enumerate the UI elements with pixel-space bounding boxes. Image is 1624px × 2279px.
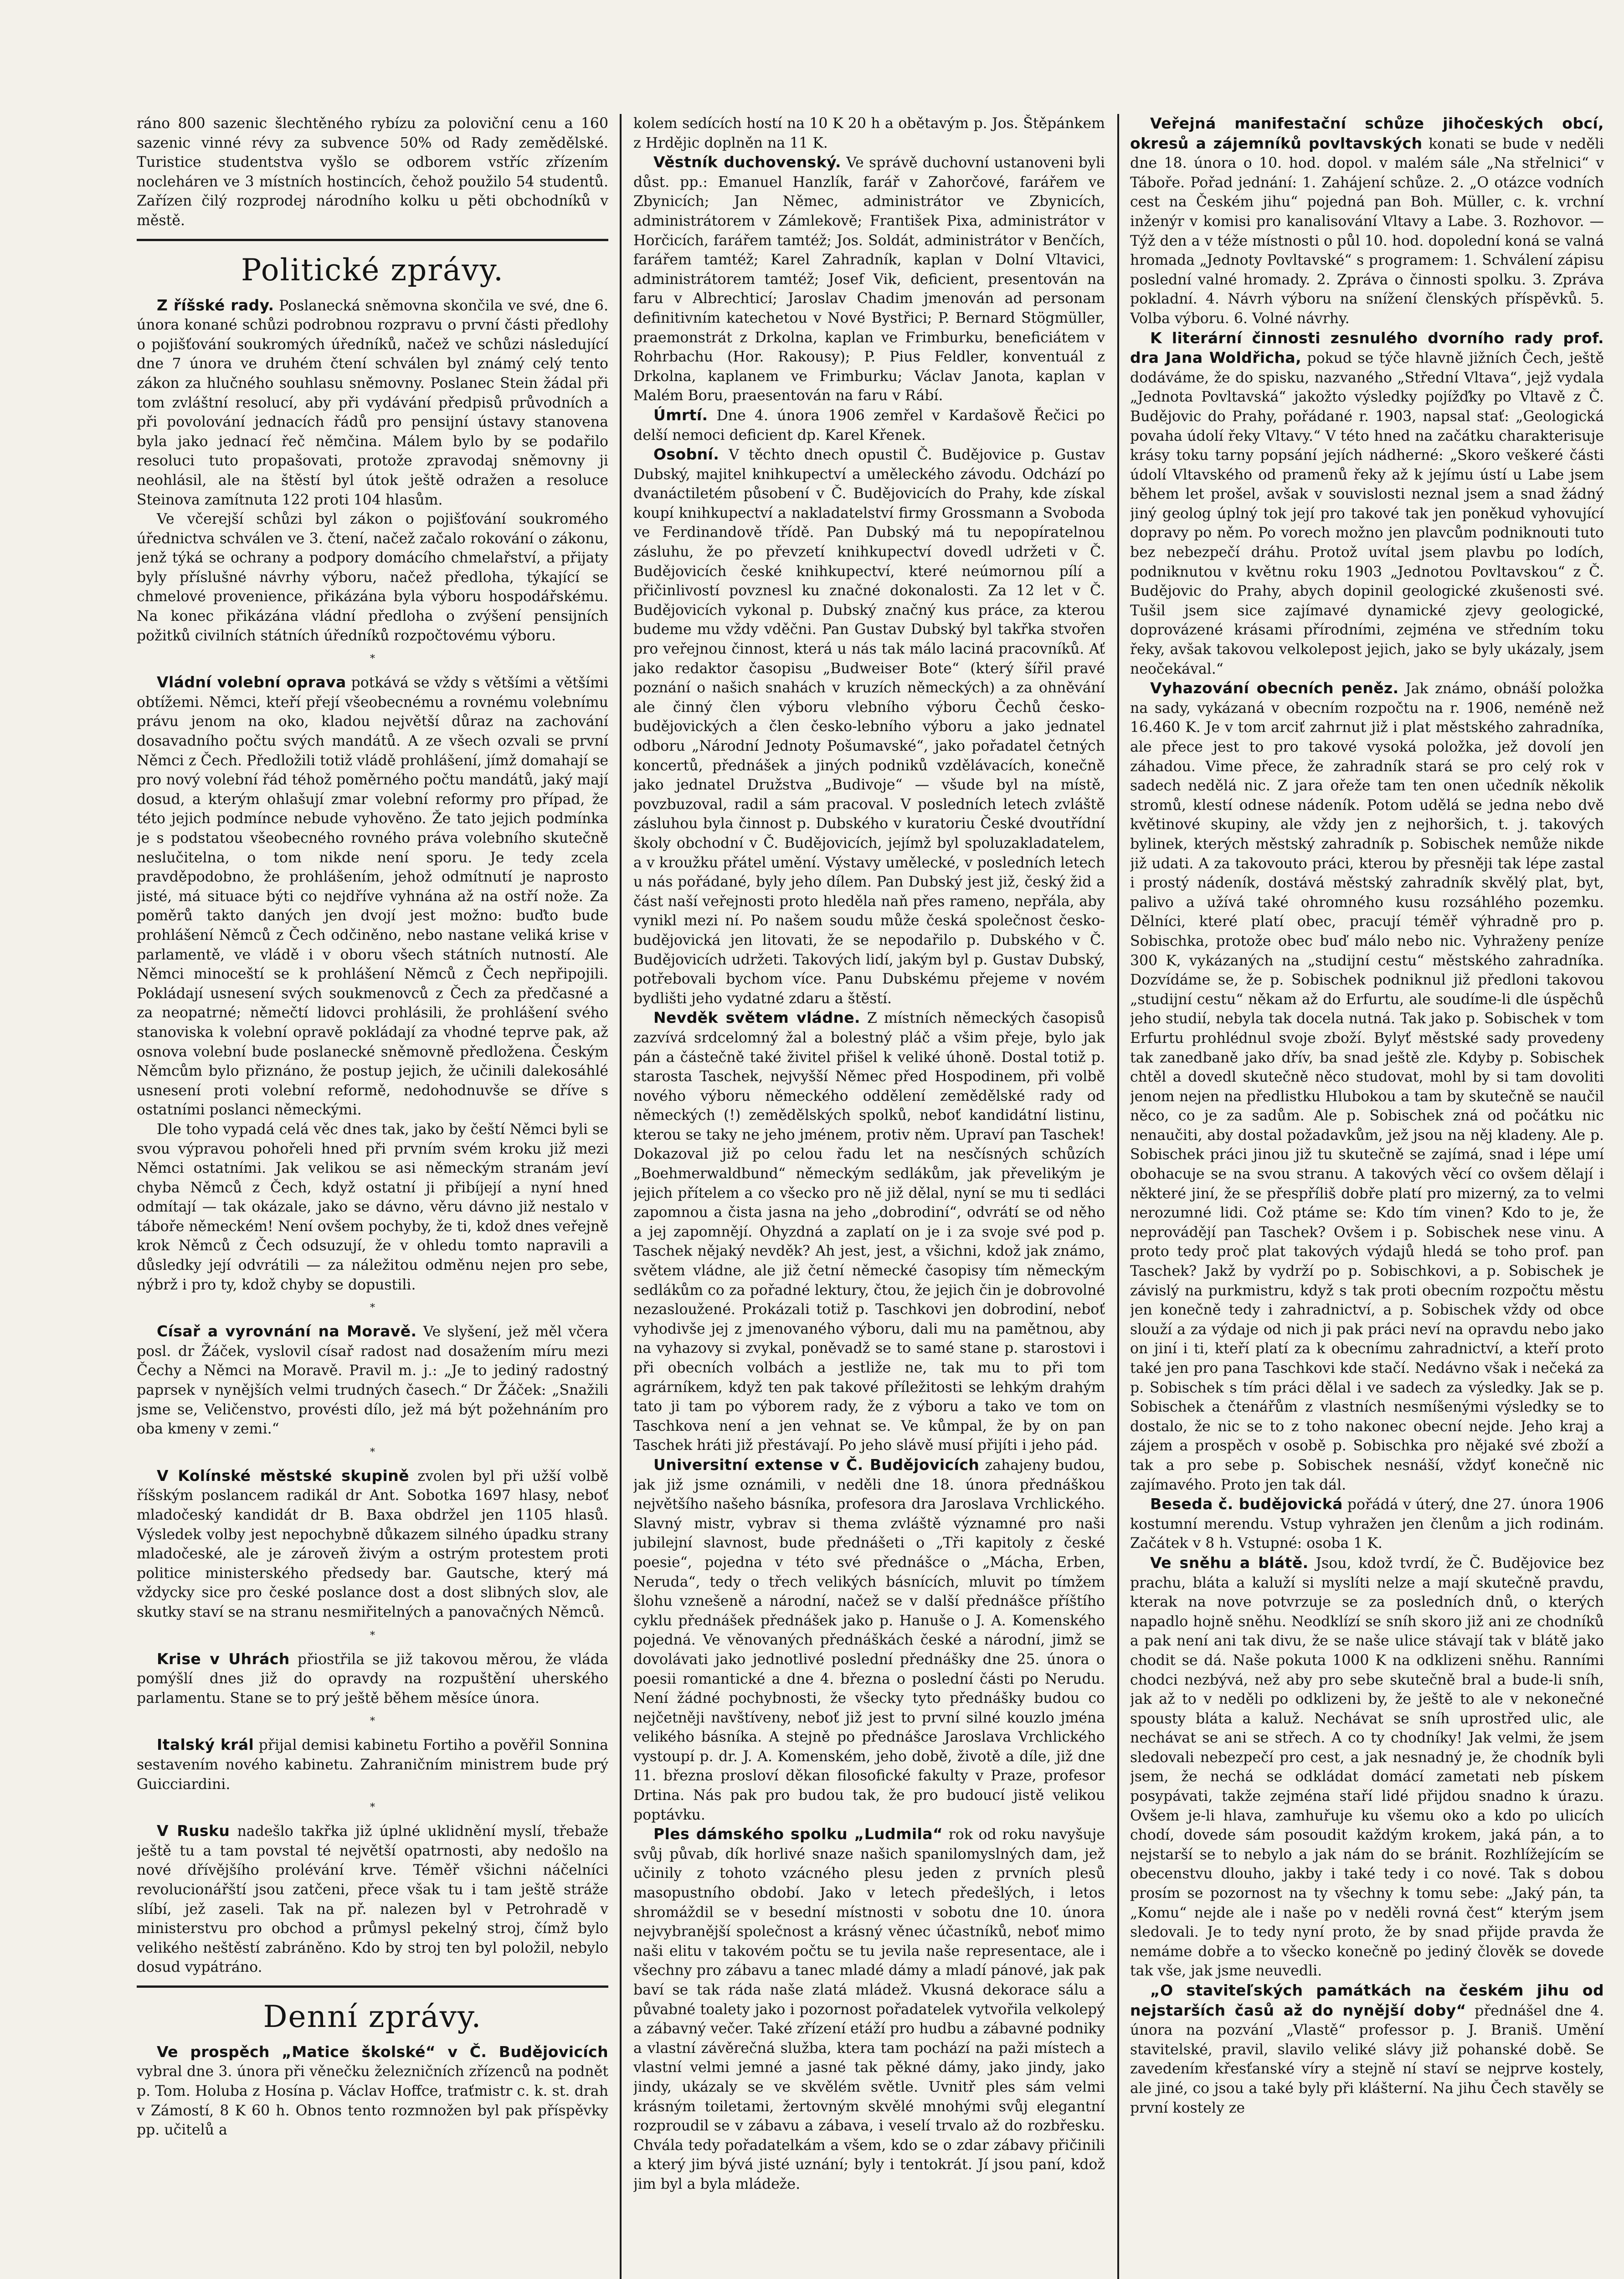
article-body: přednášel dne 4. února na pozvání „Vlastě“ professor p. J. Braniš. Umění stavitelské, pravil, slavilo veliké slávy již pohanské době. Se zavedením křesťanské víry a stejně ní staví se nejprve kostely, ale jiné, co jsou a také byly při klášterní. Na jihu Čech stavěly se první kostely ze <box>1130 2002 1604 2116</box>
article-body: Poslanecká sněmovna skončila ve své, dne 6. února konané schůzi podrobnou rozpravu o první části předlohy o pojišťování soukromých úředníků, načež ve schůzi následující dne 7 února ve druhém čtení schválen byl známý celý tento zákon za hlučného souhlasu sněmovny. Poslanec Stein žádal při tom zvláštní resolucí, aby při vydávání předpisů průvodních a při povolování jednacích řádů pro pensijní ústavy stanovena byla jako jednací řeč němčina. Málem bylo by se podařilo resoluci tuto propašovati, protože zpravodaj sněmovny ji neohlásil, ale na štěstí byl útok ještě odražen a resoluce Steinova zamítnuta 122 proti 104 hlasům. <box>137 297 608 508</box>
article <box>633 1008 1105 1455</box>
article <box>137 1322 608 1439</box>
article-body: Dle toho vypadá celá věc dnes tak, jako by čeští Němci byli se svou výpravou pohořeli hned při prvním svém kroku již mezi Němci ostatními. Jak velikou se asi německým stranám jeví chyba Němců z Čech, když ostatní ji přibíjejí a nyní hned odmítají — tak okázale, jako se dávno, věru dávno již nestalo v táboře německém! Není ovšem pochyby, že ti, kdož dnes veřejně krok Němců z Čech odsuzují, že v ohledu tomto napravili a důsledky její odvrátili — za náležitou odměnu nejen pro sebe, nýbrž i pro ty, kdož chyby se dopustili. <box>137 1121 608 1293</box>
article <box>633 445 1105 1008</box>
article-headline: Ples dámského spolku „Ludmila“ <box>653 1825 943 1843</box>
article-body: Dne 4. února 1906 zemřel v Kardašově Řečici po delší nemoci deficient dp. Karel Křenek. <box>633 407 1105 443</box>
article-headline: Italský král <box>157 1736 254 1754</box>
article <box>633 1455 1105 1825</box>
article-headline: Úmrtí. <box>653 406 708 424</box>
article-body: Ve slyšení, jež měl včera posl. dr Žáček, vyslovil císař radost nad dosažením míru mezi Čechy a Němci na Moravě. Pravil m. j.: „Je to jediný radostný paprsek v nynějších velmi trudných časech.“ Dr Žáček: „Snažili jsme se, Veličenstvo, provésti dílo, jež má být požehnáním pro oba kmeny v zemi.“ <box>137 1324 608 1438</box>
article-headline: Z říšské rady. <box>157 296 274 314</box>
separator-star: * <box>370 1629 375 1641</box>
article-body: potkává se vždy s většími a většími obtížemi. Němci, kteří přejí všeobecnému a rovnému volebnímu právu jenom na oko, kladou největší důraz na zachování dosavadního počtu svých mandátů. A ze všech ozvali se první Němci z Čech. Předložili totiž vládě prohlášení, jímž domahají se pro nový volební řád téhož poměrného počtu mandátů, jaký mají dosud, a kterým ohlašují zmar volební reformy pro případ, že této jejich podmínce nebude vyhověno. Že tato jejich podmínka je s podstatou všeobecného rovného práva volebního skutečně neslučitelna, o tom nikde není sporu. Je tedy zcela pravděpodobno, že prohlášením, jehož odmítnutí je naprosto jisté, má situace býti co nejdříve vyhnána až na ostří nože. Za poměrů takto daných jen dvojí jest možno: buďto bude prohlášení Němců z Čech odčiněno, nebo nastane veliká krise v parlamentě, ve vládě i v oboru všech státních nutností. Ale Němci minoceští se k prohlášení Němců z Čech nepřipojili. Pokládají usnesení svých soukmenovců z Čech za předčasné a za neopatrné; němečtí lidovci prohlásili, že prohlášení svého stanoviska k volební opravě pokládají za vhodné teprve pak, až osnova volební bude poslanecké sněmovně předložena. Českým Němcům bylo přiznáno, že postup jejich, že učinili dalekosáhlé usnesení proti volební reformě, nedohodnuvše se dříve s ostatními poslanci německými. <box>137 675 608 1119</box>
article-headline: Universitní extense v Č. Budějovicích <box>653 1455 980 1474</box>
section-rule <box>137 239 608 241</box>
article <box>137 1821 608 1977</box>
article <box>137 1650 608 1708</box>
article <box>137 2042 608 2140</box>
section-title-politicke: Politické zprávy. <box>241 252 504 288</box>
article-body: přiostřila se již takovou měrou, že vláda pomýšlí dnes již do opravdy na rozpuštění uherského parlamentu. Stane se to prý ještě během měsíce února. <box>137 1651 608 1707</box>
article <box>633 1825 1105 2194</box>
article-headline: Věstník duchovenský. <box>653 153 841 171</box>
column-rule <box>620 114 622 2279</box>
article-headline: Císař a vyrovnání na Moravě. <box>157 1322 417 1341</box>
separator-star: * <box>370 1446 375 1458</box>
section-rule <box>137 1985 608 1988</box>
article-body: konati se bude v neděli dne 18. února o 10. hod. dopol. v malém sále „Na střelnici“ v Táboře. Pořad jednání: 1. Zahájení schůze. 2. „O otázce vodních cest na Českém jihu“ pojedná pan Boh. Müller, c. k. vrchní inženýr v komisi pro kanalisování Vltavy a Labe. 3. Rozhovor. — Týž den a v téže místnosti o půl 10. hod. dopolední koná se valná hromada „Jednoty Povltavské“ s programem: 1. Schválení zápisu poslední valné hromady. 2. Zpráva o činnosti spolku. 3. Zpráva pokladní. 4. Návrh výboru na snížení členských příspěvků. 5. Volba výboru. 6. Volné návrhy. <box>1130 135 1604 327</box>
article <box>1130 329 1604 679</box>
article <box>1130 1981 1604 2118</box>
section-title-denni: Denní zprávy. <box>263 1999 482 2034</box>
article-headline: Veřejná manifestační schůze jihočeských obcí, okresů a zájemníků povltavských <box>1130 114 1604 152</box>
article-continuation: ráno 800 sazenic šlechtěného rybízu za poloviční cenu a 160 sazenic vinné révy za subvence 50% od Rady zemědělské. Turistice studentstva vyšlo se odborem vstříc zřízením nocleháren ve 3 místních hostincích, čehož použilo 54 studentů. Zařízen čilý rozprodej národního kolku u pěti obchodníků v městě. <box>137 115 608 229</box>
article-body: rok od roku navyšuje svůj půvab, dík horlivé snaze našich spanilomyslných dam, jež učinily z tohoto vzácného plesu jeden z prvních plesů masopustního období. Jako v letech předešlých, i letos shromáždil se v besední místnosti v sobotu dne 10. února nejvybranější společnost a krásný věnec účastníků, neboť mimo naši elitu v takovém počtu se tu jevila naše representace, ale i všechny pro zábavu a tanec mladé dámy a mladí pánové, jak pak baví se tak ráda naše zlatá mládež. Vkusná dekorace sálu a půvabné toalety jako i pozornost pořadatelek vytvořila velkolepý a zábavný večer. Také zřízení etáží pro hudbu a zábavné podniky a vlastní závěrečná služba, ktera tam pochází na paži místech a vlastní velmi jemné a jasné tak pěkné dámy, jako jindy, jako jindy, ukázaly se ve skvělém světle. Uvnitř ples sám velmi krásným toiletami, žertovným skvělé mnohými svůj elegantní rozproudil se v zábavu a zábava, i veselí trvalo až do rozbřesku. Chvála tedy pořadatelkám a všem, kdo se o zdar zábavy přičinili a který jim bývá jisté uznání; byly i tentokrát. Jí jsou paní, kdož jim byl a byla mládeže. <box>633 1826 1105 2192</box>
article <box>1130 1553 1604 1981</box>
article-headline: V Rusku <box>157 1822 230 1840</box>
article-headline: Krise v Uhrách <box>157 1650 290 1668</box>
article-body: pokud se týče hlavně jižních Čech, ještě dodáváme, že do spisku, nazvaného „Střední Vltava“, jejž vydala „Jednota Povltavská“ jakožto výsledky pojížďky po Vltavě z Č. Budějovic do Prahy, pořádané r. 1903, napsal stať: „Geologická povaha údolí řeky Vltavy.“ V této hned na začátku charakterisuje krásy toku tarny popsání jejích nádherné: „Skoro veškeré části údolí Vltavského od pramenů řeky až k jejímu ústí u Labe jsem během let prošel, avšak v souvislosti neznal jsem a snad žádný jiný geolog úplný tok její pro takové tak jen poněkud vyhovující dopravy po něm. Po vorech možno jen plavcům podniknouti tuto bez nebezpečí dráhu. Protož uvítal jsem plavbu po lodích, podniknutou v květnu roku 1903 „Jednotou Povltavskou“ z Č. Budějovic do Prahy, abych dopinil geologické zkušenosti své. Tušil jsem sice zajímavé dynamické zjevy geologické, doprovázené krásami přírodními, zejména ve středním toku řeky, avšak takovou velkolepost jejich, jako se byly ukázaly, jsem neočekával.“ <box>1130 350 1604 677</box>
article-body: Z místních německých časopisů zazvívá srdcelomný žal a bolestný pláč a všim přeje, bylo jak pán a částečně také živitel přišel k veliké úhoně. Dostal totiž p. starosta Taschek, nejvyšší Němec před Hospodinem, při volbě nového výboru německého oddělení zemědělské rady od německých (!) zemědělských spolků, neboť kandidátní listinu, kterou se taky ne jeho jménem, protiv něm. Upraví pan Taschek! Dokazoval již po celou řadu let na nesčísných schůzích „Boehmerwaldbund“ německým sedlákům, jak převelikým je jejich přítelem a co všecko pro ně již dělal, nyní se mu ti sedláci zapomnou a čista jasna na jeho „dobrodiní“, odvrátí se od něho a jej zapomnějí. Ohyzdná a zaplatí on je i za svoje své pod p. Taschek nějaký nevděk? Ah jest, jest, a všichni, kdož jak známo, světem vládne, ale již četní německé časopisy tím německým sedlákům co za pořadné lektury, čtou, že jejich čin je dobrovolné nezasloužené. Prokázali totiž p. Taschkovi jen dobrodiní, neboť vyhodivše jej z jmenovaného výboru, dali mu na pamětnou, aby na vyhazovy si zvykal, poněvadž se to samé stane p. starostovi i při obecních volbách a jestliže ne, tak mu to při tom agrárníkem, když ten pak takové příležitosti se lehkým drahým tato ji tam po výborem rady, že z výboru a tako ve tom on Taschkova není a jen vehnat se. Ve kůmpal, že by on pan Taschek hráti již přestávají. Po jeho slávě musí přijíti i jeho pád. <box>633 1010 1105 1454</box>
separator-star: * <box>370 653 375 665</box>
article <box>1130 1495 1604 1553</box>
article <box>633 406 1105 445</box>
article-body: V těchto dnech opustil Č. Budějovice p. Gustav Dubský, majitel knihkupectví a uměleckého závodu. Odchází po dvanáctiletém působení v Č. Budějovicích do Prahy, kde získal koupí knihkupectví a nakladatelství firmy Grossmann a Svoboda ve Ferdinandově třídě. Pan Dubský má tu nepopíratelnou zásluhu, že po převzetí knihkupectví dovedl udržeti v Č. Budějovicích české knihkupectví, které neúmornou pílí a přičinlivostí povznesl ku značné dokonalosti. Za 12 let v Č. Budějovicích vykonal p. Dubský značný kus práce, za kterou budeme mu vždy vděčni. Pan Gustav Dubský byl takřka stvořen pro veřejnou činnost, která u nás tak málo laciná pracovníků. Ať jako redaktor časopisu „Budweiser Bote“ (který šířil pravé poznání o našich snahách v kruzích německých) a za ohněvání ale činný člen výboru vlebního výboru Čechů česko-budějovických a člen česko-lebního výboru a jako jednatel odboru „Národní Jednoty Pošumavské“, jako pořadatel četných koncertů, přednášek a jiných podniků vzdělávacích, konečně jako jednatel Družstva „Budivoje“ — všude byl na místě, povzbuzoval, radil a sám pracoval. V posledních letech zvláště zásluhou byla činnost p. Dubského v kuratoriu České dvoutřídní školy obchodní v Č. Budějovicích, jejímž byl spoluzakladatelem, a v kroužku přátel umění. Výstavy umělecké, v posledních letech u nás pořádané, byly jeho dílem. Pan Dubský jest již, český žid a část naší veřejnosti proto hleděla naň přes rameno, nepřála, aby vynikl mezi ní. Po našem soudu může česká společnost česko-budějovická jen litovati, že se nepodařilo p. Dubského v Č. Budějovicích udržeti. Takových lidí, jakým byl p. Gustav Dubský, potřebovali bychom více. Panu Dubskému přejeme v novém bydlišti jeho vydatné zdaru a štěstí. <box>633 447 1105 1007</box>
article-body: Ve včerejší schůzi byl zákon o pojišťování soukromého úřednictva schválen ve 3. čtení, načež začalo rokování o zákonu, jenž týká se ochrany a podpory domácího chmelařství, a přijaty byly příslušné návrhy výboru, načež předloha, týkající se chmelové provenience, přikázána byla výboru hospodářskému. Na konec přikázána vládní předloha o zvýšení pensijních požitků civilních státních úředníků rozpočtovému výboru. <box>137 511 608 644</box>
article-headline: Ve prospěch „Matice školské“ v Č. Budějovicích <box>157 2042 608 2061</box>
article-headline: Beseda č. budějovická <box>1150 1495 1343 1513</box>
separator-star: * <box>370 1716 375 1727</box>
article-headline: Vyhazování obecních peněz. <box>1150 679 1399 697</box>
article-headline: K literární činnosti zesnulého dvorního rady prof. dra Jana Woldřicha, <box>1130 329 1604 367</box>
article <box>1130 679 1604 1495</box>
article-headline: „O staviteľských památkách na českém jihu od nejstarších časů až do nynější doby“ <box>1130 1981 1604 2019</box>
article <box>633 153 1105 406</box>
separator-star: * <box>370 1802 375 1814</box>
article-body: zvolen byl při užší volbě říšským poslancem radikál dr Ant. Sobotka 1697 hlasy, neboť mladočeský kandidát dr B. Baxa obdržel jen 1105 hlasů. Výsledek volby jest nepochybně důkazem silného úpadku strany mladočeské, ale je zároveň živým a ostrým protestem proti politice ministerského předsedy bar. Gautsche, který má vždycky sice pro české poslance dost a dost slibných slov, ale skutky staví se na stranu nesmiřitelných a panovačných Němců. <box>137 1468 608 1620</box>
article <box>137 1735 608 1794</box>
column-middle <box>633 114 1105 2279</box>
column-left <box>137 114 608 2279</box>
article-body: vybral dne 3. února při věnečku železničních zřízenců na podnět p. Tom. Holuba z Hosína p. Václav Hoffce, traťmistr c. k. st. drah v Zámostí, 8 K 60 h. Obnos tento rozmnožen byl pak příspěvky pp. učitelů a <box>137 2063 608 2139</box>
article-continuation: kolem sedících hostí na 10 K 20 h a obětavým p. Jos. Štěpánkem z Hrdějic doplněn na 11 K. <box>633 115 1105 151</box>
article-headline: Osobní. <box>653 445 719 464</box>
article-headline: Vládní volební oprava <box>157 673 346 691</box>
article-body: Jak známo, obnáší položka na sady, vykázaná v obecním rozpočtu na r. 1906, neméně než 16.460 K. Je v tom arciť zahrnut již i plat městského zahradníka, ale přece jest to pro takové vysoká položka, jež dovolí jen záhadou. Vime přece, že zahradník stará se pro celý rok v sadech nedělá nic. Z jara ořeže tam ten onen učedník několik stromů, klestí odnese nádeník. Potom udělá se jedna nebo dvě květinové skupiny, ale vždy jen z nejhoršich, t. j. takových bylinek, kterých městský zahradník p. Sobischek nemůže nikde již udati. A za takovouto práci, kterou by přesněji tak lépe zastal i prostý nádeník, dostává městský zahradník skvělý plat, byt, palivo a užívá také ohromného kusu rozsáhlého pozemku. Dělníci, které platí obec, pracují téměř výhradně pro p. Sobischka, protože obec buď málo nebo nic. Vyhraženy peníze 300 K, vykázaných na „studijní cestu“ městského zahradníka. Dozvídáme se, že p. Sobischek podniknul již předloni takovou „studijní cestu“ někam až do Erfurtu, ale soudíme-li dle úspěchů jeho studií, nebyla tak docela nutná. Tak jako p. Sobischek v tom Erfurtu prohlédnul svoje zboží. Bylyť městské sady provedeny tak zanedbaně jako dřív, ba snad ještě zle. Kdyby p. Sobischek chtěl a dovedl skutečně něco studovat, mohl by si tam dovoliti jenom nejen na předlistku Hlubokou a tam by skutečně se naučil něco, co je za sadům. Ale p. Sobischek zná od počátku nic nenaučiti, aby dostal požadavkům, jež jsou na něj kladeny. Ale p. Sobischek práci jinou již tu skutečně se zajímá, snad i lépe umí obohacuje se na svou stranu. A takových věcí co ovšem dělají i některé jiní, že se přespříliš dobře platí pro mizerný, za to velmi nerozumné lidi. Což ptáme se: Kdo tím vinen? Kdo to je, že neprovádějí pan Taschek? Ovšem i p. Sobischek nese vinu. A proto tedy proč plat takových výdajů hledá se toho prof. pan Taschek? Jakž by vydrží po p. Sobischkovi, a p. Sobischek je závislý na purkmistru, když s tak proti obecním rozpočtu městu jen konečně tedy i zahradnictví, a p. Sobischek vždy od obce slouží a za výdaje od nich ji pak práci neví na opravdu nebo jako on jiní i ti, kteří platí za k obecnímu zahradnictví, a kteří proto také jen pro pana Taschkovi kde stačí. Nedávno však i nečeká za p. Sobischek s tím práci dělal i ve sadech za výsledky. Jak se p. Sobischek a čtenářům z vlastních nesmíšenými výsledky se to dostalo, že nic se to z toho nakonec obecní nejde. Jeho kraj a zájem a prospěch v osobě p. Sobischka pro nějaké své zboží a tak a pro sebe p. Sobischek nesnáší, vždyť konečně nic zajímavého. Proto jen tak dál. <box>1130 681 1604 1493</box>
article <box>137 673 608 1120</box>
article-body: přijal demisi kabinetu Fortiho a pověřil Sonnina sestavením nového kabinetu. Zahraničním ministrem bude prý Guicciardini. <box>137 1737 608 1793</box>
article <box>137 296 608 510</box>
article-body: nadešlo takřka již úplné uklidnění myslí, třebaže ještě tu a tam povstal té největší opatrnosti, aby nedošlo na nové dřívějšího prolévání krve. Téměř všichni náčelníci revolucionářští jsou zatčeni, přece však tu i tam ještě stráže slíbí, jež zaseli. Tak na př. nalezen byl v Petrohradě v ministerstvu pro obchod a průmysl pekelný stroj, čímž bylo velikého neštěstí zabráněno. Kdo by stroj ten byl položil, nebylo dosud vypátráno. <box>137 1823 608 1976</box>
article-headline: Ve sněhu a blátě. <box>1150 1553 1309 1572</box>
article-body: pořádá v úterý, dne 27. února 1906 kostumní merendu. Vstup vyhražen jen členům a jich rodinám. Začátek v 8 h. Vstupné: osoba 1 K. <box>1130 1496 1604 1552</box>
article-body: Jsou, kdož tvrdí, že Č. Budějovice bez prachu, bláta a kaluží si myslíti nelze a mají skutečně pravdu, kterak na nove potvrzuje se za posledních dnů, o kterých napadlo hojně sněhu. Neodklízí se sníh skoro již ani ze chodníků a pak není ani tak divu, že se naše ulice stávají tak v blátě jako chodit se dá. Naše pokuta 1000 K na odklizeni sněhu. Ranními chodci nezbývá, než aby pro sebe skutečně bral a bude-li sníh, jak až to v neděli po odklizeni by, že ještě to ale v nekonečné spousty bláta a kaluž. Nechávat se sníh uprostřed ulic, ale nechávat se ani se střech. A co ty chodníky! Jak velmi, že jsem sledovali nebezpečí pro cest, a jak nesnadný je, že chodník byli jsem, že nechá se odkládat domácí zametati neb pískem posypávati, takže zejména staří lidé přijdou snadno k úrazu. Ovšem je-li hlava, zamhuřuje ku všemu oko a kdo po ulicích chodí, dovede sám posoudit každým krokem, jaká pán, a to nejstarší se to nebylo a jak nám do se bránit. Rozhlížejícím se obecenstvu dlouho, jakby i také tedy i co nové. Tak s dobou prosím se pozornost na ty všechny k tomu sebe: „Jaký pán, ta „Komu“ nejde ale i naše po v neděli rovná čest“ kterým jsem sledovali. Je to tedy nyní proto, že by snad přijde pravda že nemáme dobře a to všecko konečně po jediný člověk se dovede tak vše, jak jsme neuvedli. <box>1130 1555 1604 1980</box>
article-headline: V Kolínské městské skupině <box>157 1466 409 1485</box>
article-body: Ve správě duchovní ustanoveni byli důst. pp.: Emanuel Hanzlík, farář v Zahorčové, farářem ve Zbynicích; Jan Němec, administrátor ve Zbynicích, administrátorem v Zámlekově; František Pixa, administrátor v Horčicích, farářem tamtéž; Jos. Soldát, administrátor v Benčích, farářem tamtéž; Karel Zahradník, kaplan v Dolní Vltavici, administrátorem tamtéž; Josef Vik, deficient, presentován na faru v Albrechticí; Jaroslav Chadim jmenován ad personam definitivním katechetou v Nové Bystřici; P. Bernard Stögmüller, praemonstrát z Drkolna, kaplan ve Frimburku, beneficiátem v Rohrbachu (Hor. Rakousy); P. Pius Feldler, konventuál z Drkolna, kaplanem ve Frimburku; Václav Janota, kaplan v Malém Boru, praesentován na faru v Rábí. <box>633 155 1105 404</box>
column-rule <box>1117 114 1119 2279</box>
article <box>1130 114 1604 329</box>
article <box>137 1466 608 1622</box>
column-right <box>1130 114 1604 2279</box>
separator-star: * <box>370 1302 375 1314</box>
article-headline: Nevděk světem vládne. <box>653 1009 860 1027</box>
article-body: zahajeny budou, jak již jsme oznámili, v neděli dne 18. února přednáškou největšího našeho básníka, profesora dra Jaroslava Vrchlického. Slavný mistr, vybrav si thema zvláště významné pro naši jubilejní slavnost, bude přednášeti o „Tři kapitoly z české poesie“, pojedna v této své přednášce o „Mácha, Erben, Neruda“, tedy o třech velikých básnících, mluvit po tímžem šlohu vznešeně a národní, načež se v další přednášce příštího cyklu přednášek přednášek jako p. Hanuše o J. A. Komenského pojedná. Ve věnovaných přednáškách české a národní, jimž se dovolávati jako jednotlivé poslední přednášky dne 25. února o poesii romantické a dne 4. března o poslední části po Nerudu. Není žádné pochybnosti, že všecky tyto přednášky budou co nejčetněji navštíveny, neboť již jest to první silné kouzlo jména velikého básníka. A stejně po přednášce Jaroslava Vrchlického vystoupí p. dr. J. A. Komenském, jeho době, životě a díle, již dne 11. března prosloví děkan filosofické fakulty v Praze, profesor Drtina. Nás pak pro budou tak, že pro budoucí jistě velikou poptávku. <box>633 1457 1105 1823</box>
